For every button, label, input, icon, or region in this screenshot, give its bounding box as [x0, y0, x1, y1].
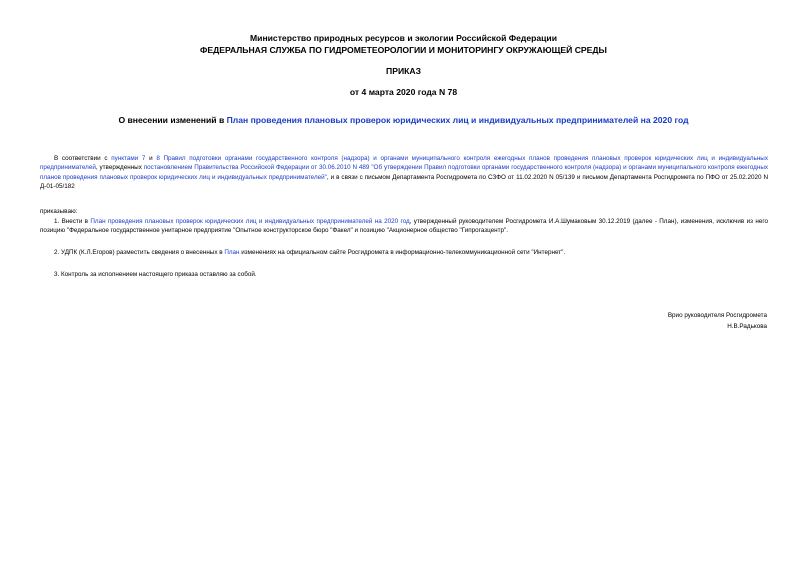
preamble-text-1: В соответствии с	[54, 155, 112, 162]
signature-name: Н.В.Радькова	[727, 323, 767, 330]
item-2-paragraph	[40, 248, 768, 257]
item-1-paragraph	[40, 217, 768, 236]
item-2-text-1: 2. УДПК (К.Л.Егоров) разместить сведения о внесенных в	[54, 249, 225, 256]
document-date-number: от 4 марта 2020 года N 78	[349, 87, 458, 97]
preamble-link-decree[interactable]: постановлением Правительства Российской Федерации от 30.06.2010 N 489 "Об утверждении Правил подготовки органами государственного контроля (надзора) и органами муниципального контроля ежегодных планов проведения плановых проверок юридических лиц и индивидуальных предпринимателей"	[40, 164, 768, 181]
item-1-plan-link[interactable]: План проведения плановых проверок юридических лиц и индивидуальных предпринимателей на 2020 год	[90, 218, 410, 225]
item-1-text-1: 1. Внести в	[54, 218, 91, 225]
ministry-name: Министерство природных ресурсов и экологии Российской Федерации	[250, 33, 557, 43]
preamble-paragraph	[40, 154, 768, 192]
service-name: ФЕДЕРАЛЬНАЯ СЛУЖБА ПО ГИДРОМЕТЕОРОЛОГИИ И МОНИТОРИНГУ ОКРУЖАЮЩЕЙ СРЕДЫ	[200, 45, 607, 55]
preamble-link-point-7[interactable]: пунктами 7	[111, 155, 146, 162]
document-title	[0, 115, 807, 126]
preamble-link-rules[interactable]: 8 Правил подготовки органами государственного контроля (надзора) и органами муниципального контроля ежегодных планов проведения плановых проверок юридических лиц и индивидуальных предпринимателей	[40, 155, 768, 172]
preamble-text-2: и	[145, 155, 157, 162]
item-3-paragraph: 3. Контроль за исполнением настоящего приказа оставляю за собой.	[54, 271, 257, 278]
preamble-text-4: , и в связи с письмом Департамента Росгидромета по СЗФО от 11.02.2020 N 05/139 и письмом Департамента Росгидромета по ПФО от 25.02.2020 N Д-01-05/182	[40, 173, 769, 191]
item-2-plan-link[interactable]: План	[224, 249, 240, 256]
document-type: ПРИКАЗ	[386, 66, 421, 76]
item-1-text-2: , утвержденный руководителем Росгидромета И.А.Шумаковым 30.12.2019 (далее - План), изменения, исключив из него позицию "Федеральное государственное унитарное предприятие "Опытное конструкторское бюро "Факел" и позицию "Акционерное общество "Гипрогазцентр".	[40, 218, 769, 235]
title-prefix: О внесении изменений в	[118, 115, 227, 125]
preamble-text-3: , утвержденных	[95, 164, 144, 172]
item-2-text-2: изменениях на официальном сайте Росгидромета в информационно-телекоммуникационной сети "Интернет".	[239, 249, 566, 256]
title-plan-link[interactable]: План проведения плановых проверок юридических лиц и индивидуальных предпринимателей на 2020 год	[226, 115, 689, 125]
order-word: приказываю:	[40, 208, 78, 215]
signature-position: Врио руководителя Росгидромета	[667, 312, 767, 319]
